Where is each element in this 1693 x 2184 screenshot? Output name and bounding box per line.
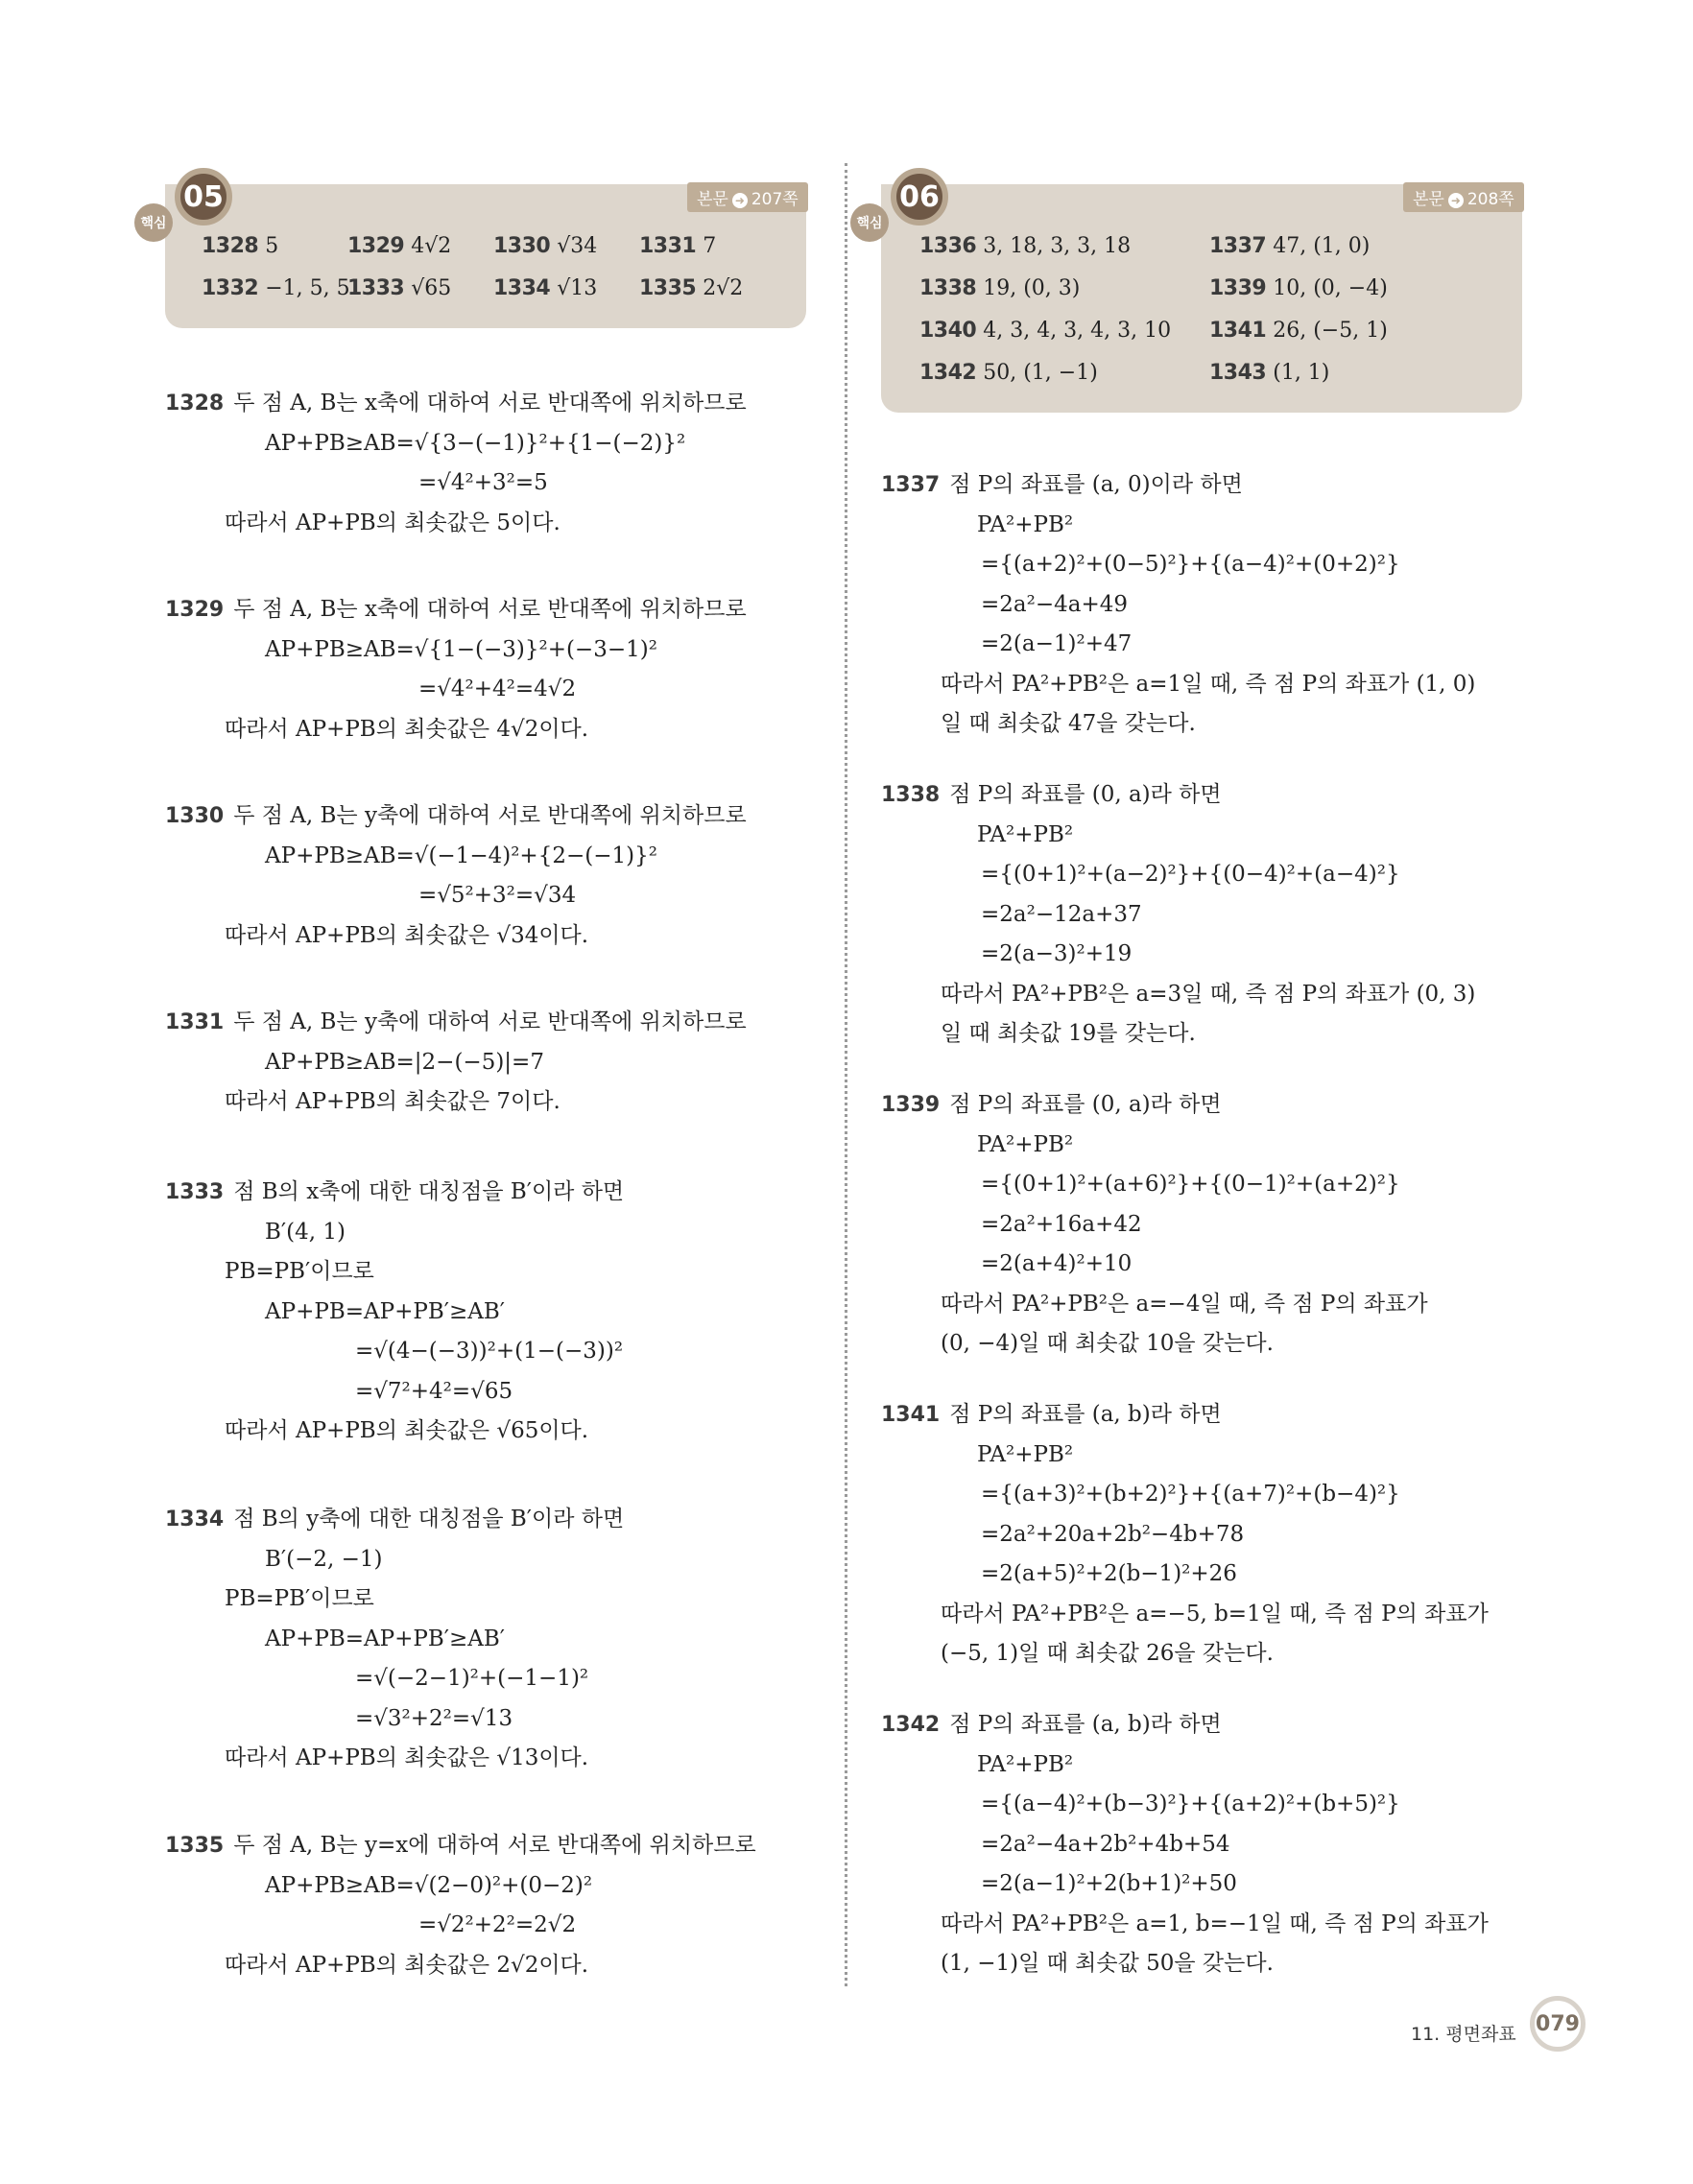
problem-number: 1337 (881, 473, 941, 497)
core-badge-left: 핵심 (134, 203, 173, 242)
problem-number: 1333 (165, 1180, 225, 1204)
solution-1334 (165, 1500, 624, 1779)
solution-line: 두 점 A, B는 y=x에 대하여 서로 반대쪽에 위치하므로 (233, 1833, 756, 1858)
solution-line: ={(a+2)²+(0−5)²}+{(a−4)²+(0+2)²} (981, 552, 1400, 577)
arrow-right-icon: ➜ (732, 193, 748, 208)
answer-num: 1328 (202, 234, 259, 258)
answer-num: 1329 (347, 234, 405, 258)
solution-1341 (881, 1395, 1489, 1674)
page-number: 079 (1530, 1996, 1586, 2052)
solution-line: =√(−2−1)²+(−1−1)² (355, 1666, 589, 1691)
solution-line: 따라서 PA²+PB²은 a=−5, b=1일 때, 즉 점 P의 좌표가 (941, 1601, 1489, 1626)
solution-1335 (165, 1826, 756, 1985)
solution-line: PA²+PB² (977, 821, 1074, 847)
solution-line: =2a²−4a+49 (981, 591, 1128, 617)
solution-line: AP+PB≥AB=√(2−0)²+(0−2)² (265, 1872, 593, 1898)
solution-line: 두 점 A, B는 x축에 대하여 서로 반대쪽에 위치하므로 (233, 391, 747, 415)
solution-1330 (165, 796, 747, 956)
solution-line: AP+PB=AP+PB′≥AB′ (265, 1298, 505, 1324)
solution-line: PB=PB′이므로 (225, 1586, 374, 1611)
solution-line: AP+PB≥AB=√(−1−4)²+{2−(−1)}² (265, 843, 657, 868)
answer-num: 1330 (493, 234, 551, 258)
answer-num: 1335 (639, 276, 697, 300)
solution-line: =2(a+5)²+2(b−1)²+26 (981, 1561, 1237, 1586)
solution-line: =√3²+2²=√13 (355, 1705, 513, 1731)
solution-line: =√2²+2²=2√2 (418, 1912, 577, 1937)
answer-value: −1, 5, 5 (265, 276, 350, 300)
problem-number: 1339 (881, 1093, 941, 1117)
answer-num: 1338 (919, 276, 977, 300)
solution-1329 (165, 590, 747, 749)
solution-line: B′(−2, −1) (265, 1546, 383, 1572)
answer-value: 50, (1, −1) (983, 361, 1098, 385)
solution-line: 점 P의 좌표를 (a, b)라 하면 (949, 1402, 1222, 1427)
solution-line: PB=PB′이므로 (225, 1259, 374, 1284)
section-number-05: 05 (175, 168, 232, 226)
solution-line: PA²+PB² (977, 1751, 1074, 1777)
solution-line: =√4²+4²=4√2 (418, 677, 577, 701)
solution-line: 따라서 AP+PB의 최솟값은 7이다. (225, 1089, 560, 1114)
answer-num: 1334 (493, 276, 551, 300)
solution-line: 점 P의 좌표를 (0, a)라 하면 (949, 1092, 1222, 1117)
solution-1338 (881, 775, 1475, 1055)
problem-number: 1335 (165, 1834, 225, 1858)
page-reference-left (687, 182, 808, 212)
solution-line: (0, −4)일 때 최솟값 10을 갖는다. (941, 1331, 1274, 1356)
problem-number: 1341 (881, 1403, 941, 1427)
answer-value: (1, 1) (1273, 361, 1330, 385)
problem-number: 1329 (165, 598, 225, 622)
solution-line: 따라서 AP+PB의 최솟값은 4√2이다. (225, 716, 589, 742)
solution-line: 두 점 A, B는 y축에 대하여 서로 반대쪽에 위치하므로 (233, 803, 747, 828)
arrow-right-icon: ➜ (1448, 193, 1464, 208)
solution-line: ={(0+1)²+(a−2)²}+{(0−4)²+(a−4)²} (981, 862, 1400, 887)
solution-1331 (165, 1003, 747, 1123)
solution-line: =2a²−4a+2b²+4b+54 (981, 1831, 1230, 1857)
solution-line: =√(4−(−3))²+(1−(−3))² (355, 1339, 624, 1364)
solution-line: PA²+PB² (977, 1441, 1074, 1467)
chapter-title: 11. 평면좌표 (1411, 2024, 1516, 2045)
solution-line: ={(0+1)²+(a+6)²}+{(0−1)²+(a+2)²} (981, 1172, 1400, 1197)
answer-value: 5 (265, 234, 279, 258)
answer-value: 4, 3, 4, 3, 4, 3, 10 (983, 319, 1172, 343)
solution-1337 (881, 465, 1475, 745)
answer-value: 2√2 (703, 276, 744, 300)
answer-value: 10, (0, −4) (1273, 276, 1388, 300)
solution-line: 일 때 최솟값 47을 갖는다. (941, 711, 1196, 736)
solution-line: 두 점 A, B는 y축에 대하여 서로 반대쪽에 위치하므로 (233, 1009, 747, 1034)
solution-line: 따라서 AP+PB의 최솟값은 5이다. (225, 510, 560, 535)
page-reference-right (1403, 182, 1524, 212)
answer-value: 47, (1, 0) (1273, 234, 1371, 258)
solution-line: =2(a−3)²+19 (981, 941, 1133, 966)
solution-line: ={(a−4)²+(b−3)²}+{(a+2)²+(b+5)²} (981, 1792, 1400, 1816)
answer-num: 1342 (919, 361, 977, 385)
solution-line: =2a²+20a+2b²−4b+78 (981, 1521, 1245, 1547)
page-ref-page: 207쪽 (751, 190, 799, 209)
solution-line: AP+PB≥AB=√{3−(−1)}²+{1−(−2)}² (265, 430, 686, 456)
answer-value: 4√2 (411, 234, 452, 258)
solution-line: 따라서 PA²+PB²은 a=3일 때, 즉 점 P의 좌표가 (0, 3) (941, 981, 1476, 1007)
answer-value: 26, (−5, 1) (1273, 319, 1388, 343)
problem-number: 1328 (165, 392, 225, 415)
answer-value: √13 (557, 276, 598, 300)
solution-line: 따라서 PA²+PB²은 a=1일 때, 즉 점 P의 좌표가 (1, 0) (941, 671, 1476, 697)
solution-line: =√7²+4²=√65 (355, 1378, 513, 1404)
solution-1333 (165, 1173, 624, 1452)
answer-num: 1337 (1209, 234, 1267, 258)
answer-value: √65 (411, 276, 452, 300)
solution-line: 점 B의 x축에 대한 대칭점을 B′이라 하면 (233, 1179, 625, 1204)
problem-number: 1330 (165, 804, 225, 828)
solution-line: 따라서 AP+PB의 최솟값은 √34이다. (225, 922, 589, 948)
answer-num: 1333 (347, 276, 405, 300)
solution-line: ={(a+3)²+(b+2)²}+{(a+7)²+(b−4)²} (981, 1482, 1400, 1507)
solution-line: 따라서 PA²+PB²은 a=1, b=−1일 때, 즉 점 P의 좌표가 (941, 1911, 1489, 1936)
solution-line: PA²+PB² (977, 511, 1074, 537)
solution-line: 점 P의 좌표를 (0, a)라 하면 (949, 782, 1222, 807)
solution-line: =2(a−1)²+2(b+1)²+50 (981, 1871, 1237, 1896)
answer-num: 1336 (919, 234, 977, 258)
page-ref-page: 208쪽 (1466, 190, 1514, 209)
solution-line: =√5²+3²=√34 (418, 883, 577, 908)
solution-line: PA²+PB² (977, 1131, 1074, 1157)
answer-value: 19, (0, 3) (983, 276, 1081, 300)
section-number-06: 06 (891, 168, 948, 226)
answer-num: 1343 (1209, 361, 1267, 385)
problem-number: 1342 (881, 1713, 941, 1737)
problem-number: 1338 (881, 783, 941, 807)
answer-num: 1332 (202, 276, 259, 300)
column-divider (845, 163, 847, 1986)
answer-value: √34 (557, 234, 598, 258)
solution-line: 두 점 A, B는 x축에 대하여 서로 반대쪽에 위치하므로 (233, 597, 747, 622)
problem-number: 1331 (165, 1010, 225, 1034)
solution-line: (1, −1)일 때 최솟값 50을 갖는다. (941, 1951, 1274, 1976)
solution-line: AP+PB=AP+PB′≥AB′ (265, 1626, 505, 1651)
answer-num: 1341 (1209, 319, 1267, 343)
problem-number: 1334 (165, 1507, 225, 1531)
solution-line: 따라서 AP+PB의 최솟값은 √13이다. (225, 1745, 589, 1770)
solution-line: 따라서 AP+PB의 최솟값은 √65이다. (225, 1418, 589, 1443)
solution-line: 따라서 AP+PB의 최솟값은 2√2이다. (225, 1952, 589, 1978)
solution-line: =2(a−1)²+47 (981, 631, 1133, 656)
solution-line: AP+PB≥AB=|2−(−5)|=7 (265, 1049, 544, 1075)
answer-num: 1331 (639, 234, 697, 258)
solution-1339 (881, 1085, 1428, 1365)
solution-line: =2a²+16a+42 (981, 1211, 1142, 1237)
solution-line: 일 때 최솟값 19를 갖는다. (941, 1021, 1196, 1046)
solution-line: (−5, 1)일 때 최솟값 26을 갖는다. (941, 1641, 1274, 1666)
answer-num: 1339 (1209, 276, 1267, 300)
solution-line: 점 P의 좌표를 (a, 0)이라 하면 (949, 472, 1243, 497)
page-ref-label: 본문 (1413, 190, 1444, 209)
solution-line: B′(4, 1) (265, 1219, 346, 1245)
answer-value: 7 (703, 234, 717, 258)
solution-line: 점 B의 y축에 대한 대칭점을 B′이라 하면 (233, 1507, 625, 1531)
solution-1328 (165, 384, 747, 543)
solution-line: =2(a+4)²+10 (981, 1251, 1133, 1276)
solution-line: 따라서 PA²+PB²은 a=−4일 때, 즉 점 P의 좌표가 (941, 1291, 1428, 1317)
solution-1342 (881, 1705, 1489, 1984)
page-ref-label: 본문 (697, 190, 728, 209)
solution-line: =2a²−12a+37 (981, 901, 1142, 927)
core-badge-right: 핵심 (850, 203, 889, 242)
answer-value: 3, 18, 3, 3, 18 (983, 234, 1132, 258)
solution-line: 점 P의 좌표를 (a, b)라 하면 (949, 1712, 1222, 1737)
answer-num: 1340 (919, 319, 977, 343)
solution-line: AP+PB≥AB=√{1−(−3)}²+(−3−1)² (265, 636, 657, 662)
solution-line: =√4²+3²=5 (418, 470, 548, 495)
